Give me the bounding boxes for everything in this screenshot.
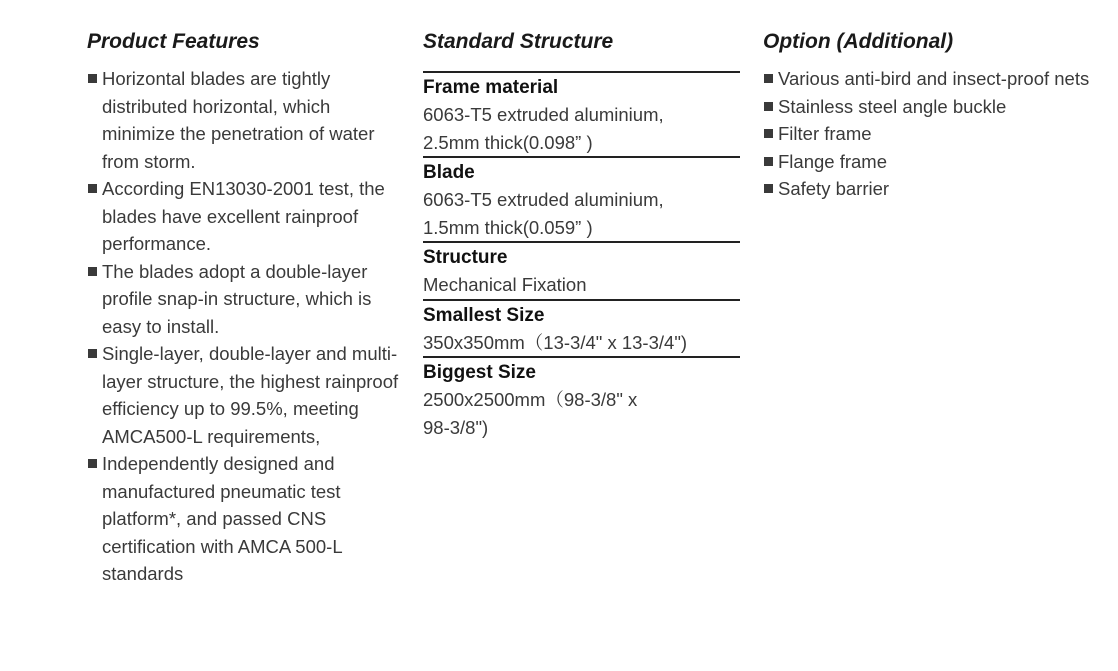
option-item [763, 175, 1103, 203]
bullet-square-icon [764, 157, 773, 166]
feature-text: Independently designed and manufactured pneumatic test platform*, and passed CNS certification with AMCA 500-L standards [102, 453, 342, 584]
options-title: Option (Additional) [763, 30, 954, 53]
spec-value: 6063-T5 extruded aluminium, 2.5mm thick(0.098” ) [423, 104, 664, 153]
feature-item [87, 175, 405, 258]
option-item [763, 65, 1103, 93]
bullet-square-icon [88, 349, 97, 358]
spec-value: Mechanical Fixation [423, 274, 587, 295]
option-text: Filter frame [778, 123, 872, 144]
feature-item [87, 450, 405, 588]
spec-label: Blade [423, 162, 475, 183]
bullet-square-icon [764, 74, 773, 83]
bullet-square-icon [88, 184, 97, 193]
feature-item [87, 340, 405, 450]
bullet-square-icon [88, 267, 97, 276]
spec-row-smallest-size [423, 299, 740, 357]
spec-value: 2500x2500mm（98-3/8" x 98-3/8") [423, 389, 638, 438]
spec-label: Frame material [423, 77, 559, 98]
options-list [763, 65, 1103, 203]
spec-row-blade [423, 156, 740, 241]
spec-row-frame-material [423, 71, 740, 156]
spec-row-biggest-size [423, 356, 740, 441]
feature-item [87, 258, 405, 341]
option-text: Safety barrier [778, 178, 890, 199]
product-features-title: Product Features [87, 30, 260, 53]
spec-label: Biggest Size [423, 362, 536, 383]
bullet-square-icon [764, 129, 773, 138]
feature-text: Horizontal blades are tightly distributed horizontal, which minimize the penetration of water from storm. [102, 68, 375, 172]
spec-table [423, 71, 740, 441]
option-item [763, 93, 1103, 121]
bullet-square-icon [88, 74, 97, 83]
option-item [763, 120, 1103, 148]
spec-row-structure [423, 241, 740, 299]
bullet-square-icon [764, 102, 773, 111]
option-text: Stainless steel angle buckle [778, 95, 1007, 117]
option-text: Flange frame [778, 150, 887, 172]
option-item [763, 148, 1103, 176]
feature-text: Single-layer, double-layer and multi-layer structure, the highest rainproof efficiency up to 99.5%, meeting AMCA500-L requirements, [102, 343, 399, 447]
feature-text: According EN13030-2001 test, the blades have excellent rainproof performance. [102, 178, 385, 254]
option-text: Various anti-bird and insect-proof nets [778, 68, 1090, 89]
spec-value: 6063-T5 extruded aluminium, 1.5mm thick(0.059” ) [423, 189, 664, 238]
spec-label: Smallest Size [423, 304, 545, 326]
spec-label: Structure [423, 247, 508, 268]
feature-item [87, 65, 405, 175]
standard-structure-title: Standard Structure [423, 30, 614, 53]
bullet-square-icon [88, 459, 97, 468]
bullet-square-icon [764, 184, 773, 193]
product-features-list [87, 65, 405, 588]
feature-text: The blades adopt a double-layer profile snap-in structure, which is easy to install. [102, 260, 372, 337]
spec-value: 350x350mm（13-3/4" x 13-3/4") [423, 331, 688, 353]
